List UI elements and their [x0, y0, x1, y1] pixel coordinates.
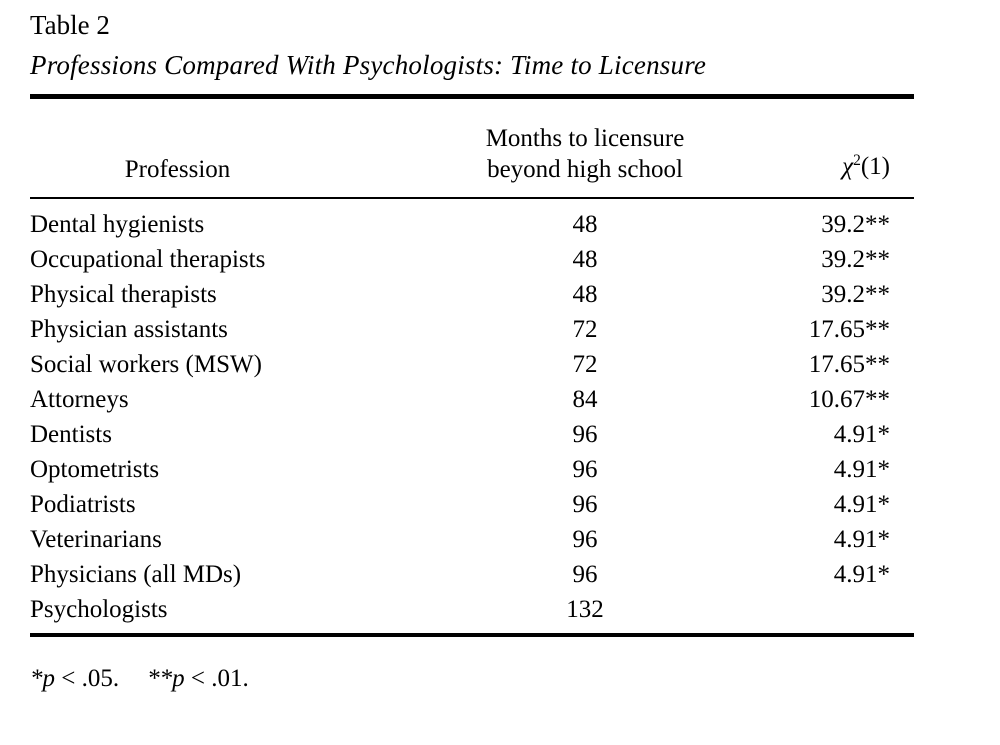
column-header-profession: Profession — [124, 156, 231, 183]
cell-profession: Psychologists — [30, 596, 168, 623]
cell-months: 48 — [572, 246, 598, 273]
cell-chi: 4.91* — [833, 456, 890, 483]
cell-chi: 17.65** — [808, 316, 890, 343]
cell-profession: Dental hygienists — [30, 211, 205, 238]
cell-profession: Attorneys — [30, 386, 129, 413]
significance-footnote — [30, 665, 914, 693]
table-body — [30, 199, 914, 633]
column-header-months-line1: Months to licensure — [485, 125, 685, 152]
table-header-row — [30, 99, 914, 197]
cell-chi — [750, 592, 914, 627]
table-row — [30, 452, 914, 487]
table-row — [30, 207, 914, 242]
table-row — [30, 522, 914, 557]
cell-months: 72 — [572, 316, 598, 343]
table-row — [30, 487, 914, 522]
cell-chi: 17.65** — [808, 351, 890, 378]
cell-months: 96 — [572, 421, 598, 448]
cell-months: 84 — [572, 386, 598, 413]
table-row — [30, 312, 914, 347]
cell-months: 132 — [566, 596, 604, 623]
cell-chi: 4.91* — [833, 491, 890, 518]
cell-chi: 4.91* — [833, 561, 890, 588]
footnote-sig2-threshold: < .01. — [184, 665, 249, 692]
column-header-chi-squared — [750, 151, 914, 185]
footnote-sig1-threshold: < .05. — [55, 665, 120, 692]
chi-exponent: 2 — [853, 152, 861, 170]
table-row — [30, 277, 914, 312]
chi-symbol: χ — [842, 153, 854, 180]
footnote-sig1-symbol: *p — [30, 665, 55, 692]
cell-months: 72 — [572, 351, 598, 378]
cell-chi: 4.91* — [833, 526, 890, 553]
cell-chi: 4.91* — [833, 421, 890, 448]
cell-profession: Veterinarians — [30, 526, 162, 553]
column-header-months — [420, 123, 750, 185]
cell-profession: Social workers (MSW) — [30, 351, 262, 378]
table-label: Table 2 — [30, 10, 110, 40]
cell-profession: Physicians (all MDs) — [30, 561, 242, 588]
cell-months: 96 — [572, 526, 598, 553]
table-bottom-rule — [30, 633, 914, 637]
cell-months: 96 — [572, 561, 598, 588]
cell-chi: 10.67** — [808, 386, 890, 413]
cell-months: 96 — [572, 491, 598, 518]
cell-months: 48 — [572, 281, 598, 308]
footnote-sig2-symbol: **p — [147, 665, 185, 692]
table-row — [30, 557, 914, 592]
table-row — [30, 242, 914, 277]
cell-profession: Dentists — [30, 421, 112, 448]
cell-months: 48 — [572, 211, 598, 238]
cell-chi: 39.2** — [821, 211, 890, 238]
cell-months: 96 — [572, 456, 598, 483]
cell-profession: Optometrists — [30, 456, 160, 483]
column-header-months-line2: beyond high school — [487, 156, 683, 183]
cell-profession: Podiatrists — [30, 491, 136, 518]
table-row — [30, 347, 914, 382]
cell-profession: Physical therapists — [30, 281, 217, 308]
chi-degrees-of-freedom: (1) — [860, 153, 890, 180]
cell-chi: 39.2** — [821, 281, 890, 308]
paper-table-figure — [30, 10, 914, 693]
cell-profession: Physician assistants — [30, 316, 228, 343]
cell-chi: 39.2** — [821, 246, 890, 273]
cell-profession: Occupational therapists — [30, 246, 266, 273]
table-title: Professions Compared With Psychologists: Time to Licensure — [30, 50, 707, 80]
table-row — [30, 417, 914, 452]
table-row — [30, 592, 914, 627]
table-row — [30, 382, 914, 417]
